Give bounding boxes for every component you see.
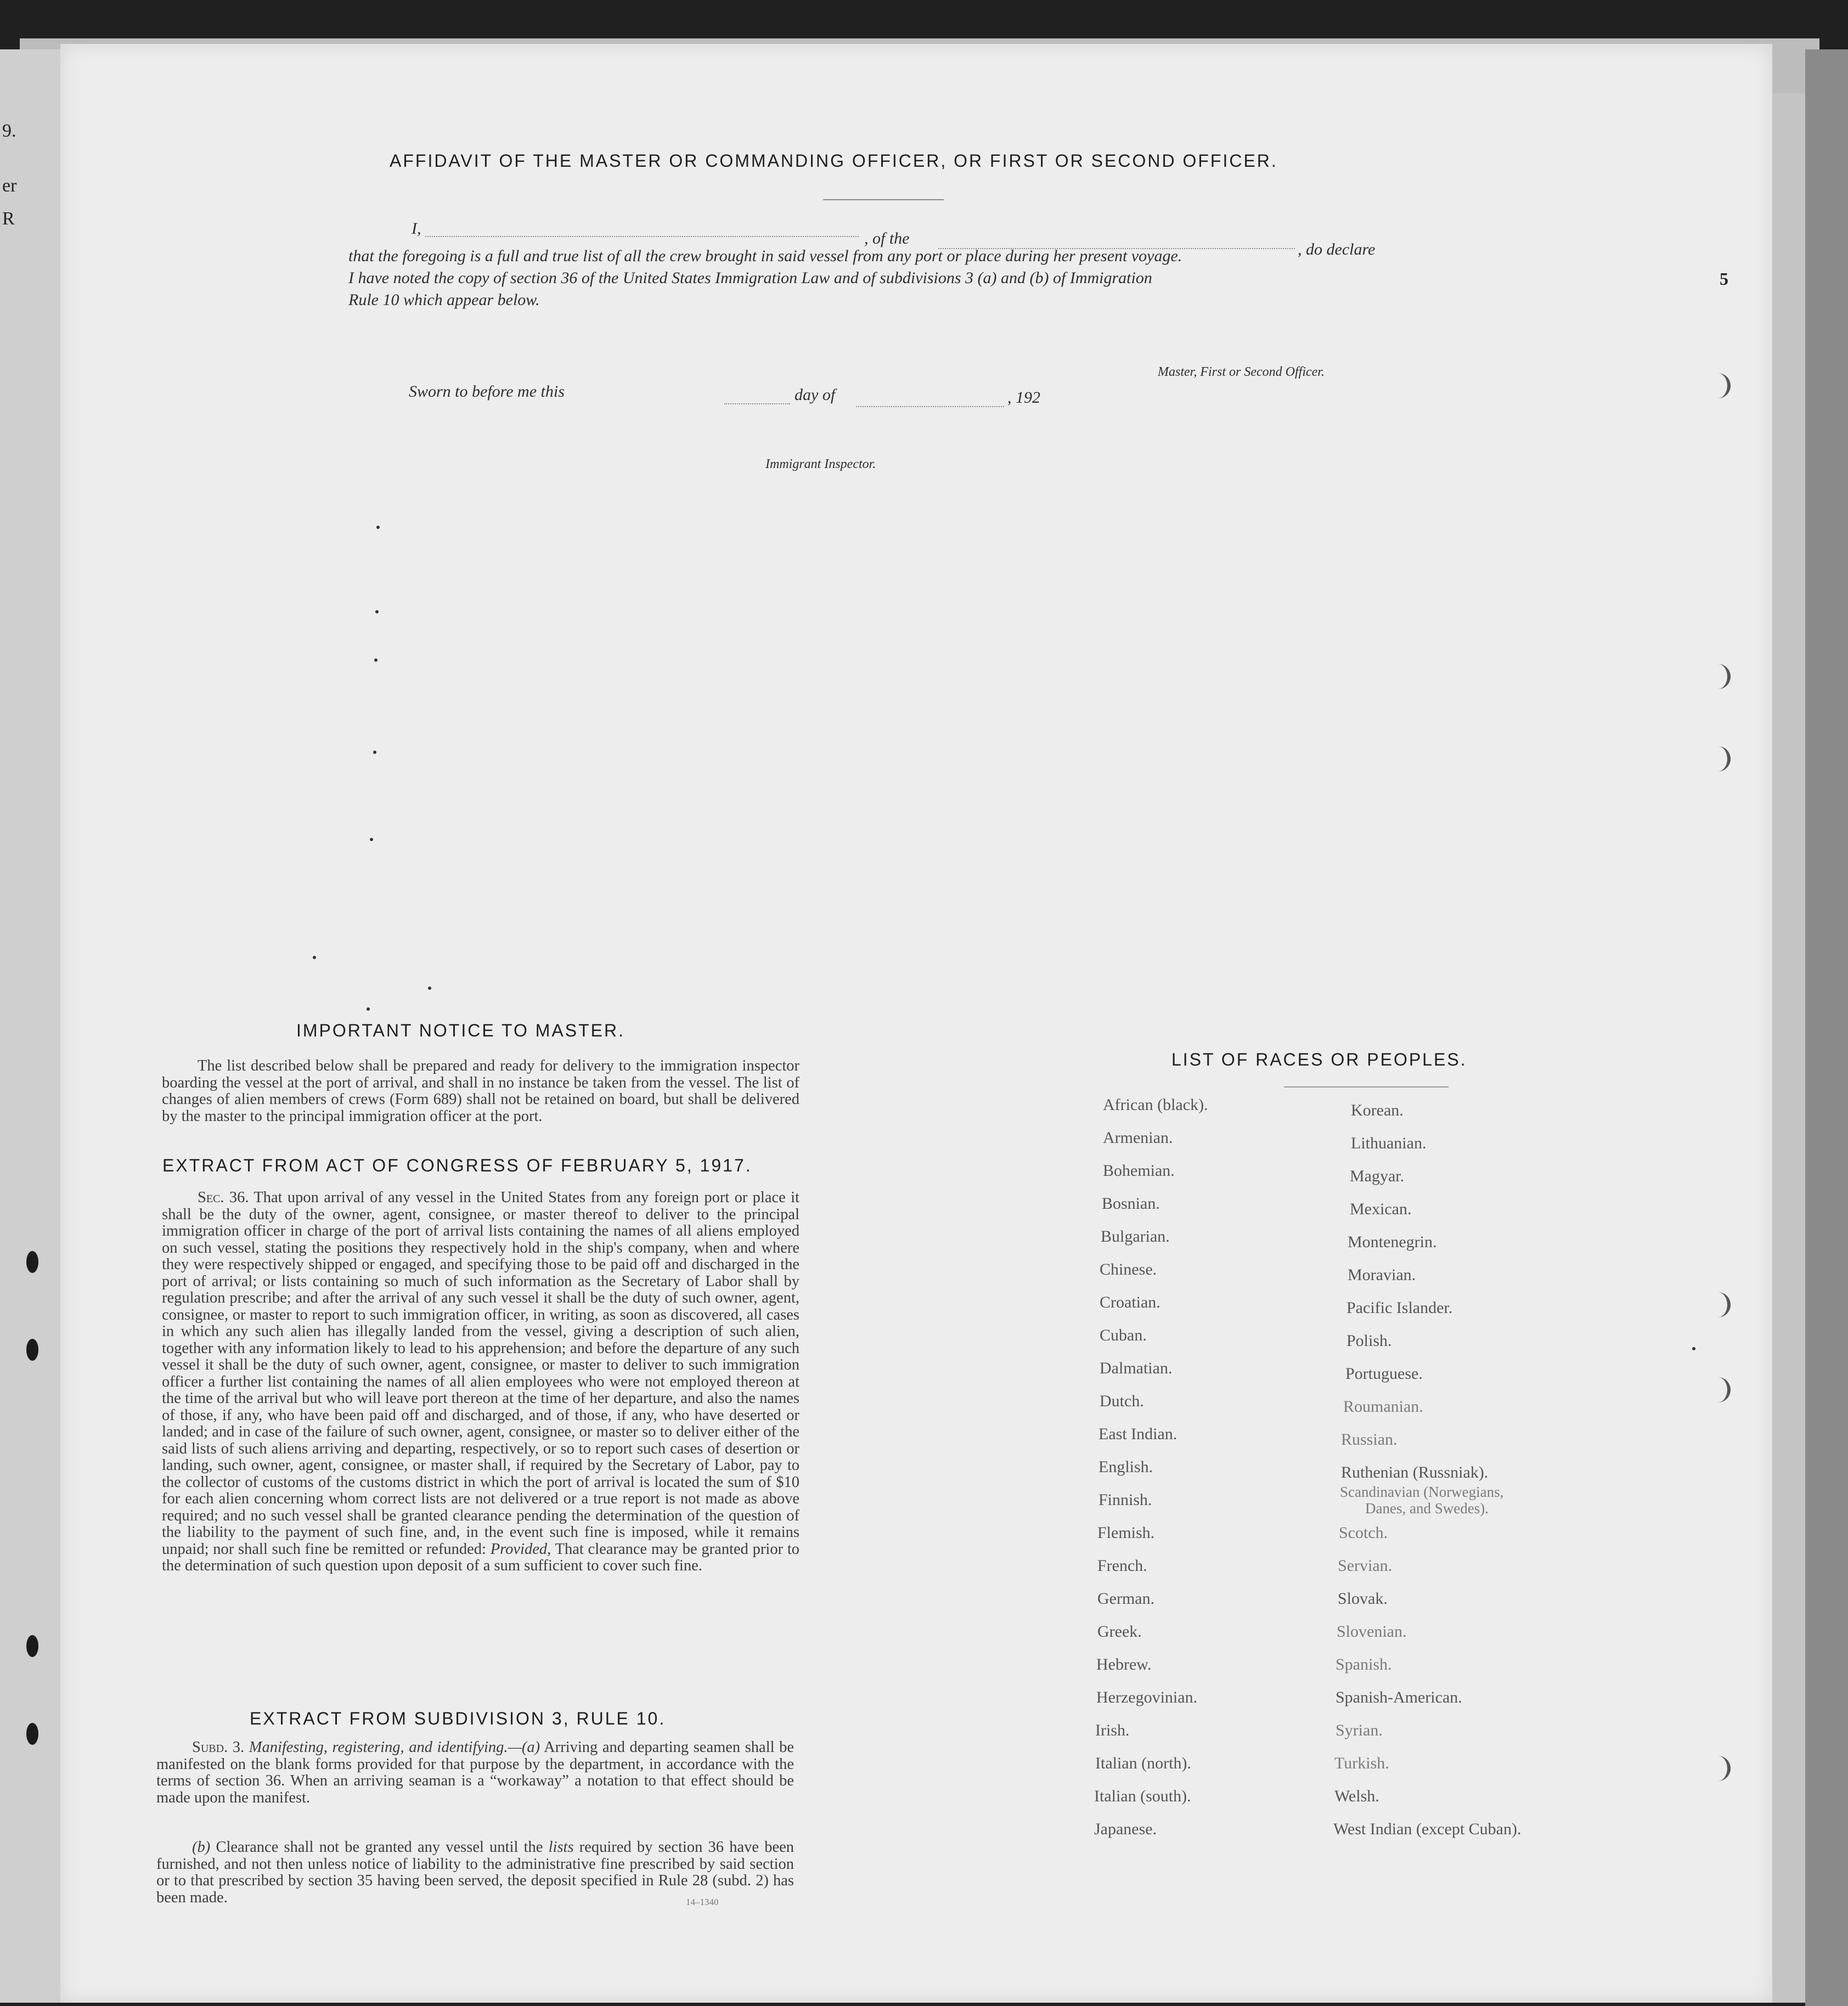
provided-label: Provided, <box>490 1540 551 1558</box>
race-item: Italian (south). <box>1094 1787 1191 1805</box>
punch-hole <box>26 1635 38 1657</box>
race-item: Welsh. <box>1334 1787 1379 1805</box>
race-item: Polish. <box>1346 1332 1392 1350</box>
affidavit-declaration-line: Rule 10 which appear below. <box>348 291 540 309</box>
race-item-continuation: Danes, and Swedes). <box>1365 1500 1489 1517</box>
punch-hole <box>26 1251 38 1273</box>
extract-rule-title: EXTRACT FROM SUBDIVISION 3, RULE 10. <box>250 1709 666 1728</box>
punch-hole <box>26 1723 38 1745</box>
affidavit-of-the-label: , of the <box>864 229 910 247</box>
race-item: Armenian. <box>1103 1129 1173 1147</box>
race-item: Dutch. <box>1100 1392 1144 1410</box>
right-margin-strip <box>1772 93 1805 2003</box>
section-text-end: That clearance may be granted prior to the determination of such question upon deposit of a sum sufficient to cover such fine. <box>162 1540 799 1574</box>
notice-text: The list described below shall be prepared and ready for delivery to the immigration inspector boarding the vessel at the port of arrival, and shall in no instance be taken from the vessel. The list of changes of alien members of crews (Form 689) shall not be retained on board, but shall be delivered by the master to the principal immigration officer at the port. <box>162 1057 799 1125</box>
race-item: Chinese. <box>1100 1260 1157 1278</box>
race-item: Herzegovinian. <box>1096 1688 1198 1706</box>
race-item: Bohemian. <box>1103 1162 1175 1180</box>
race-item: Turkish. <box>1334 1754 1389 1772</box>
race-item: Russian. <box>1341 1430 1398 1449</box>
race-item: Scotch. <box>1339 1524 1388 1542</box>
section-label: Sec. 36. <box>198 1190 249 1206</box>
scan-speck <box>374 658 378 662</box>
form-number: 14–1340 <box>686 1897 719 1907</box>
sworn-day-line <box>724 403 790 404</box>
affidavit-title: AFFIDAVIT OF THE MASTER OR COMMANDING OFFICER, OR FIRST OR SECOND OFFICER. <box>390 151 1278 171</box>
scan-speck <box>373 751 376 754</box>
race-item: Syrian. <box>1336 1721 1383 1739</box>
race-item: Finnish. <box>1098 1491 1152 1509</box>
race-item: Bosnian. <box>1102 1194 1160 1213</box>
item-b-label: (b) <box>192 1839 211 1856</box>
race-item: Hebrew. <box>1096 1655 1152 1673</box>
race-item: Moravian. <box>1348 1266 1416 1284</box>
race-item: Japanese. <box>1094 1820 1157 1838</box>
races-divider <box>1284 1086 1449 1087</box>
extract-rule-a <box>156 1739 794 1806</box>
scan-speck <box>428 987 431 990</box>
scan-speck <box>370 838 373 841</box>
item-b-lists: lists <box>548 1839 574 1856</box>
scan-speck <box>376 526 380 529</box>
race-item: Lithuanian. <box>1351 1134 1427 1152</box>
race-item: Bulgarian. <box>1101 1227 1170 1246</box>
race-item: Scandinavian (Norwegians, <box>1340 1484 1504 1500</box>
section-text: That upon arrival of any vessel in the United States from any foreign port or place it shall be the duty of the owner, agent, consignee, or master thereof to deliver to the principal immigration officer in charge of the port of arrival lists containing the names of all aliens employed on such vessel, stating the positions they respectively hold in the ship's company, when and where they were respectively shipped or engaged, and specifying those to be paid off and discharged in the port of arrival; or lists containing so much of such information as the Secretary of Labor shall by regulation prescribe; and after the arrival of any such vessel it shall be the duty of such owner, agent, consignee, or master to report to such immigration officer, in writing, as soon as discovered, all cases in which any such alien has illegally landed from the vessel, giving a description of such alien, together with any information likely to lead to his apprehension; and before the departure of any such vessel it shall be the duty of such owner, agent, consignee, or master to deliver to such immigration officer a further list containing the names of all alien employees who were not employed thereon at the time of the arrival but who will leave port thereon at the time of her departure, and also the names of those, if any, who have been paid off and discharged, and of those, if any, who have deserted or landed; and in case of the failure of such owner, agent, consignee, or master so to deliver either of the said lists of such aliens arriving and departing, respectively, or so to report such cases of desertion or landing, such owner, agent, consignee, or master shall, if required by the Secretary of Labor, pay to the collector of customs of the customs district in which the port of arrival is located the sum of $10 for each alien concerning whom correct lists are not delivered or a true report is not made as above required; and no such vessel shall be granted clearance pending the determination of the question of the liability to the payment of such fine, and, in the event such fine is imposed, while it remains unpaid; nor shall such fine be remitted or refunded: <box>162 1190 799 1558</box>
race-item: Greek. <box>1097 1622 1142 1641</box>
race-item: German. <box>1097 1590 1155 1608</box>
race-item: Spanish-American. <box>1336 1688 1462 1706</box>
race-item: African (black). <box>1103 1096 1208 1114</box>
race-item: Slovenian. <box>1337 1622 1407 1641</box>
item-a-text: Arriving and departing seamen shall be manifested on the blank forms provided for that purpose by the department, in accordance with the terms of section 36. When an arriving seaman is a “workaway” a notation to that effect should be made upon the manifest. <box>156 1739 794 1806</box>
notice-title: IMPORTANT NOTICE TO MASTER. <box>296 1021 625 1040</box>
sworn-month-line <box>856 406 1004 407</box>
extract-act-text <box>162 1190 799 1699</box>
year-label: , 192 <box>1007 388 1040 407</box>
scan-speck <box>313 956 316 959</box>
sworn-label: Sworn to before me this <box>409 382 565 401</box>
punch-hole <box>26 1339 38 1361</box>
race-item: English. <box>1098 1458 1153 1476</box>
race-item: Servian. <box>1338 1557 1393 1575</box>
race-item: French. <box>1097 1557 1147 1575</box>
margin-mark: R <box>2 209 15 229</box>
race-item: East Indian. <box>1098 1425 1177 1443</box>
scan-speck <box>367 1007 370 1011</box>
affidavit-declaration-line: I have noted the copy of section 36 of the United States Immigration Law and of subdivisions 3 (a) and (b) of Immigration <box>348 269 1152 287</box>
race-item: Italian (north). <box>1095 1754 1191 1772</box>
item-b-text: required by section 36 have been furnished, and not then unless notice of liability to the administrative fine prescribed by said section or to that prescribed by section 35 having been served, the deposit specified in Rule 28 (subd. 2) has been made. <box>156 1839 795 1906</box>
scan-speck <box>375 610 379 613</box>
margin-mark: 9. <box>2 121 16 141</box>
inspector-label: Immigrant Inspector. <box>765 457 876 471</box>
race-item: Pacific Islander. <box>1346 1299 1453 1317</box>
race-item: Spanish. <box>1336 1655 1392 1673</box>
extract-rule-b <box>156 1839 794 1906</box>
race-item: Slovak. <box>1338 1590 1388 1608</box>
item-b-text: Clearance shall not be granted any vessel until the <box>216 1839 543 1856</box>
subd-label: Subd. 3. <box>192 1739 245 1756</box>
race-item: Portuguese. <box>1345 1365 1423 1383</box>
subd-heading: Manifesting, registering, and identifying. <box>249 1739 508 1756</box>
page-number-mark: 5 <box>1720 269 1728 289</box>
title-divider <box>823 199 944 200</box>
race-item: Croatian. <box>1100 1293 1160 1311</box>
margin-mark: er <box>2 176 17 196</box>
race-item: West Indian (except Cuban). <box>1333 1820 1522 1838</box>
race-item: Mexican. <box>1350 1200 1412 1218</box>
day-of-label: day of <box>795 386 836 404</box>
race-item: Magyar. <box>1350 1167 1405 1185</box>
race-item: Flemish. <box>1097 1524 1155 1542</box>
races-title: LIST OF RACES OR PEOPLES. <box>1171 1050 1467 1069</box>
race-item: Dalmatian. <box>1100 1359 1173 1377</box>
extract-act-title: EXTRACT FROM ACT OF CONGRESS OF FEBRUARY 5, 1917. <box>162 1156 752 1175</box>
right-dark-edge <box>1805 49 1848 2006</box>
race-item: Montenegrin. <box>1348 1233 1437 1251</box>
master-name-line <box>425 236 859 237</box>
left-margin-strip <box>0 49 60 2003</box>
race-item: Cuban. <box>1100 1326 1147 1344</box>
scan-speck <box>1692 1347 1695 1350</box>
race-item: Roumanian. <box>1343 1398 1423 1416</box>
affidavit-do-declare-label: , do declare <box>1298 240 1376 258</box>
race-item: Irish. <box>1095 1721 1130 1739</box>
race-item: Korean. <box>1351 1101 1404 1119</box>
affidavit-declaration-line: that the foregoing is a full and true list of all the crew brought in said vessel from any port or place during her present voyage. <box>348 247 1182 265</box>
master-signature-label: Master, First or Second Officer. <box>1158 365 1325 379</box>
item-a-label: —(a) <box>508 1739 540 1756</box>
race-item: Ruthenian (Russniak). <box>1341 1463 1489 1481</box>
affidavit-i-label: I, <box>412 219 421 238</box>
